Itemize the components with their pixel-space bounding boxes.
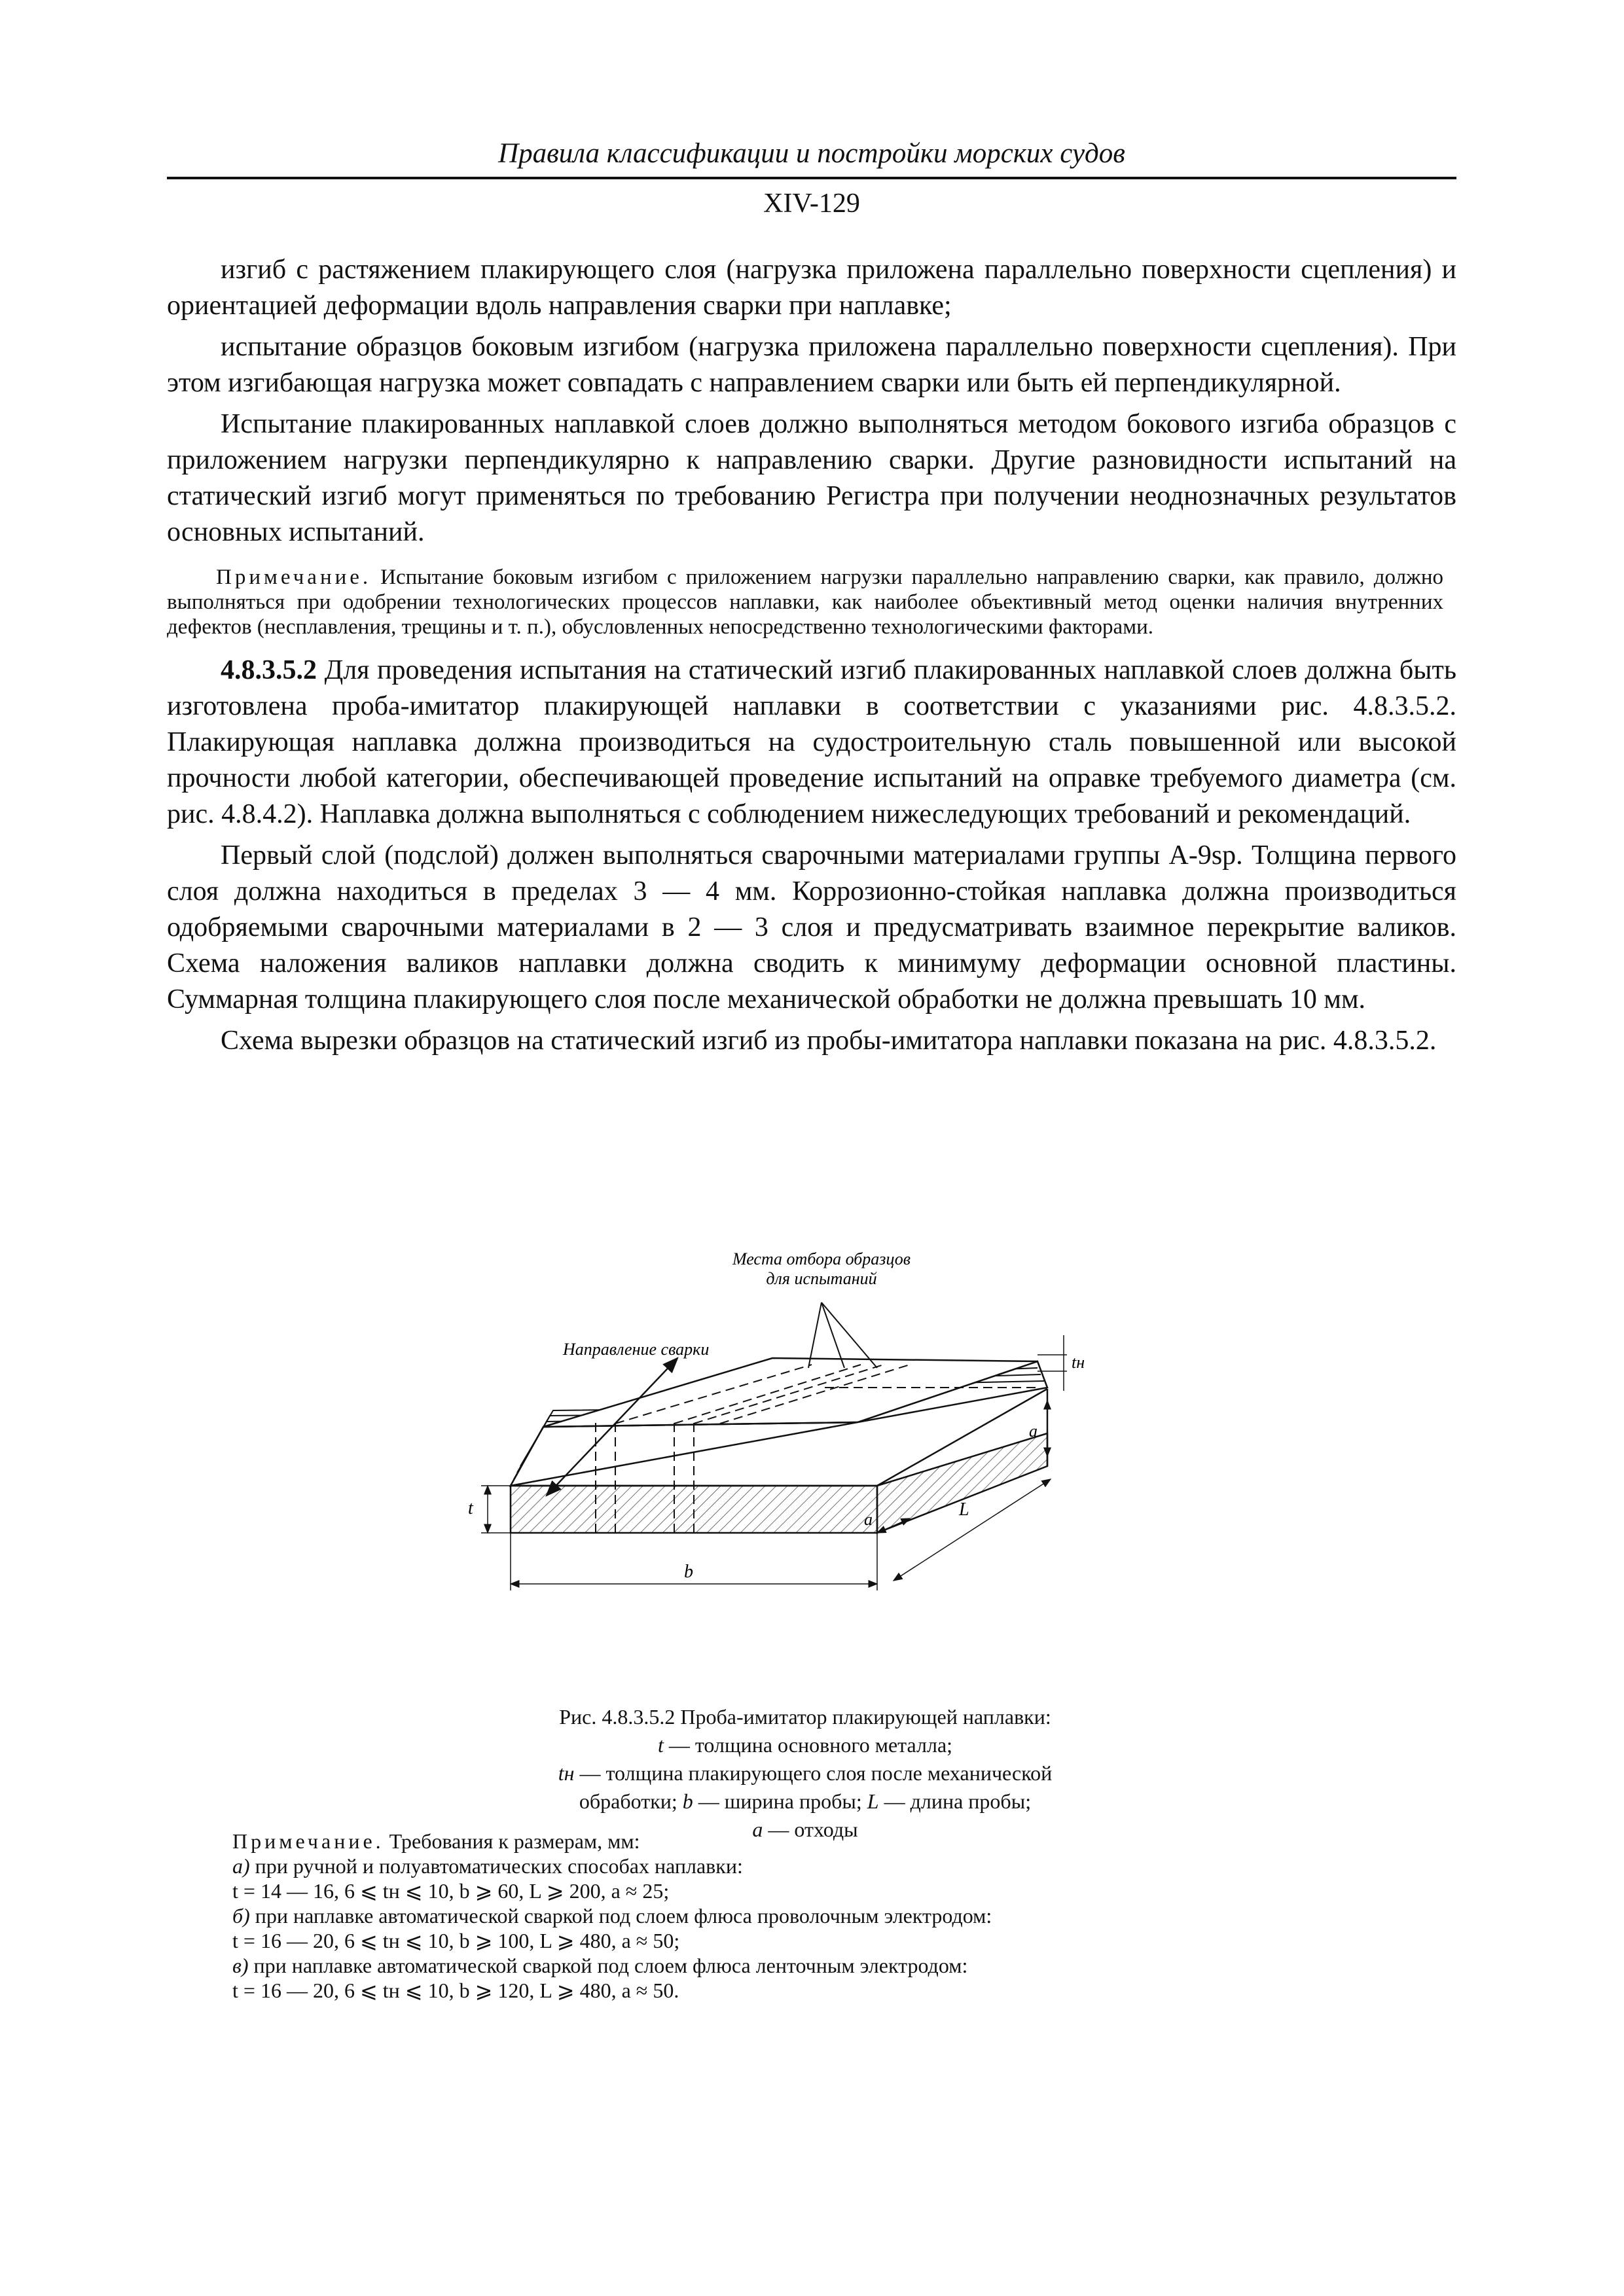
specimen-drawing	[458, 1237, 1113, 1695]
caption-a-text: — отходы	[763, 1818, 858, 1841]
caption-line-1: Рис. 4.8.3.5.2 Проба-имитатор плакирующей наплавки:	[559, 1705, 1051, 1729]
caption-line-2	[504, 1731, 1106, 1759]
paragraph-3: Испытание плакированных наплавкой слоев должно выполняться методом бокового изгиба образцов с приложением нагрузки перпендикулярно к направлению сварки. Другие разновидности испытаний на статический изгиб могут применяться по требованию Регистра при получении неоднозначных результатов основных испытаний.	[167, 409, 1456, 547]
paragraph-1: изгиб с растяжением плакирующего слоя (нагрузка приложена параллельно поверхности сцепления) и ориентацией деформации вдоль направления сварки при наплавке;	[167, 255, 1456, 321]
caption-L-symbol: L	[867, 1789, 879, 1813]
footnote-b-values: t = 16 — 20, 6 ⩽ tн ⩽ 10, b ⩾ 100, L ⩾ 480, a ≈ 50;	[232, 1929, 680, 1952]
dim-a-front: a	[864, 1510, 873, 1529]
note-label: Примечание.	[216, 565, 372, 589]
section-number: 4.8.3.5.2	[221, 655, 317, 685]
caption-line-3	[504, 1759, 1106, 1787]
footnote-c	[232, 1953, 1345, 1978]
dim-L: L	[959, 1499, 969, 1520]
footnote-b-text: при наплавке автоматической сваркой под слоем флюса проволочным электродом:	[249, 1904, 992, 1928]
footnote-a	[232, 1854, 1345, 1878]
footnote-a-text: при ручной и полуавтоматических способах наплавки:	[249, 1854, 743, 1878]
note-paragraph	[167, 565, 1456, 639]
figure	[458, 1237, 1113, 1695]
caption-tn-symbol: tн	[558, 1761, 575, 1785]
dim-b: b	[684, 1562, 693, 1582]
paragraph-4-text: Для проведения испытания на статический изгиб плакированных наплавкой слоев должна быть изготовлена проба-имитатор плакирующей наплавки в соответствии с указаниями рис. 4.8.3.5.2. Плакирующая наплавка должна производиться на судостроительную сталь повышенной или высокой прочности любой категории, обеспечивающей проведение испытаний на оправке требуемого диаметра (см. рис. 4.8.4.2). Наплавка должна выполняться с соблюдением нижеследующих требований и рекомендаций.	[167, 655, 1457, 829]
dim-a-right: a	[1029, 1422, 1038, 1441]
footnote-a-letter: а)	[232, 1854, 250, 1878]
caption-b-symbol: b	[682, 1789, 693, 1813]
direction-label: Направление сварки	[563, 1340, 710, 1359]
footnote-c-text: при наплавке автоматической сваркой под слоем флюса ленточным электродом:	[248, 1954, 968, 1977]
sampling-label-line-2: для испытаний	[766, 1269, 877, 1288]
footnote-b	[232, 1903, 1345, 1928]
body-text	[167, 252, 1456, 1064]
footnote-b-letter: б)	[232, 1904, 250, 1928]
figure-footnote	[232, 1829, 1345, 2003]
sampling-label-line-1: Места отбора образцов	[732, 1249, 911, 1268]
caption-line-4-c: — длина пробы;	[878, 1789, 1032, 1813]
caption-line-4-b: — ширина пробы;	[693, 1789, 867, 1813]
caption-tn-text: — толщина плакирующего слоя после механической	[574, 1761, 1053, 1785]
paragraph-5: Первый слой (подслой) должен выполняться сварочными материалами группы А-9sp. Толщина первого слоя должна находиться в пределах 3 — 4 мм. Коррозионно-стойкая наплавка должна производиться одобряемыми сварочными материалами в 2 — 3 слоя и предусматривать взаимное перекрытие валиков. Схема наложения валиков наплавки должна сводить к минимуму деформации основной пластины. Суммарная толщина плакирующего слоя после механической обработки не должна превышать 10 мм.	[167, 840, 1456, 1014]
footnote-c-letter: в)	[232, 1954, 249, 1977]
caption-t-symbol: t	[657, 1733, 664, 1757]
footnote-a-values: t = 14 — 16, 6 ⩽ tн ⩽ 10, b ⩾ 60, L ⩾ 200, a ≈ 25;	[232, 1879, 670, 1903]
running-title: Правила классификации и постройки морских судов	[498, 138, 1125, 169]
page-number: XIV-129	[763, 188, 860, 219]
figure-caption	[504, 1703, 1106, 1844]
note-text: Испытание боковым изгибом с приложением нагрузки параллельно направлению сварки, как правило, должно выполняться при одобрении технологических процессов наплавки, как наиболее объективный метод оценки наличия внутренних дефектов (несплавления, трещины и т. п.), обусловленных непосредственно технологическими факторами.	[167, 565, 1443, 639]
caption-t-text: — толщина основного металла;	[663, 1733, 953, 1757]
paragraph-6: Схема вырезки образцов на статический изгиб из пробы-имитатора наплавки показана на рис. 4.8.3.5.2.	[221, 1026, 1437, 1056]
dim-tn: tн	[1072, 1353, 1085, 1372]
header-rule	[167, 177, 1456, 179]
dim-t: t	[468, 1498, 473, 1518]
footnote-intro-text: Требования к размерам, мм:	[389, 1829, 640, 1853]
caption-line-4-a: обработки;	[579, 1789, 683, 1813]
footnote-label: Примечание.	[232, 1829, 384, 1853]
paragraph-4	[167, 653, 1456, 833]
paragraph-2: испытание образцов боковым изгибом (нагрузка приложена параллельно поверхности сцепления). При этом изгибающая нагрузка может совпадать с направлением сварки или быть ей перпендикулярной.	[167, 332, 1456, 398]
plate-top	[543, 1358, 1038, 1427]
footnote-intro	[232, 1829, 1345, 1854]
footnote-c-values: t = 16 — 20, 6 ⩽ tн ⩽ 10, b ⩾ 120, L ⩾ 480, a ≈ 50.	[232, 1979, 679, 2002]
caption-line-4	[504, 1787, 1106, 1816]
caption-a-symbol: a	[752, 1818, 763, 1841]
